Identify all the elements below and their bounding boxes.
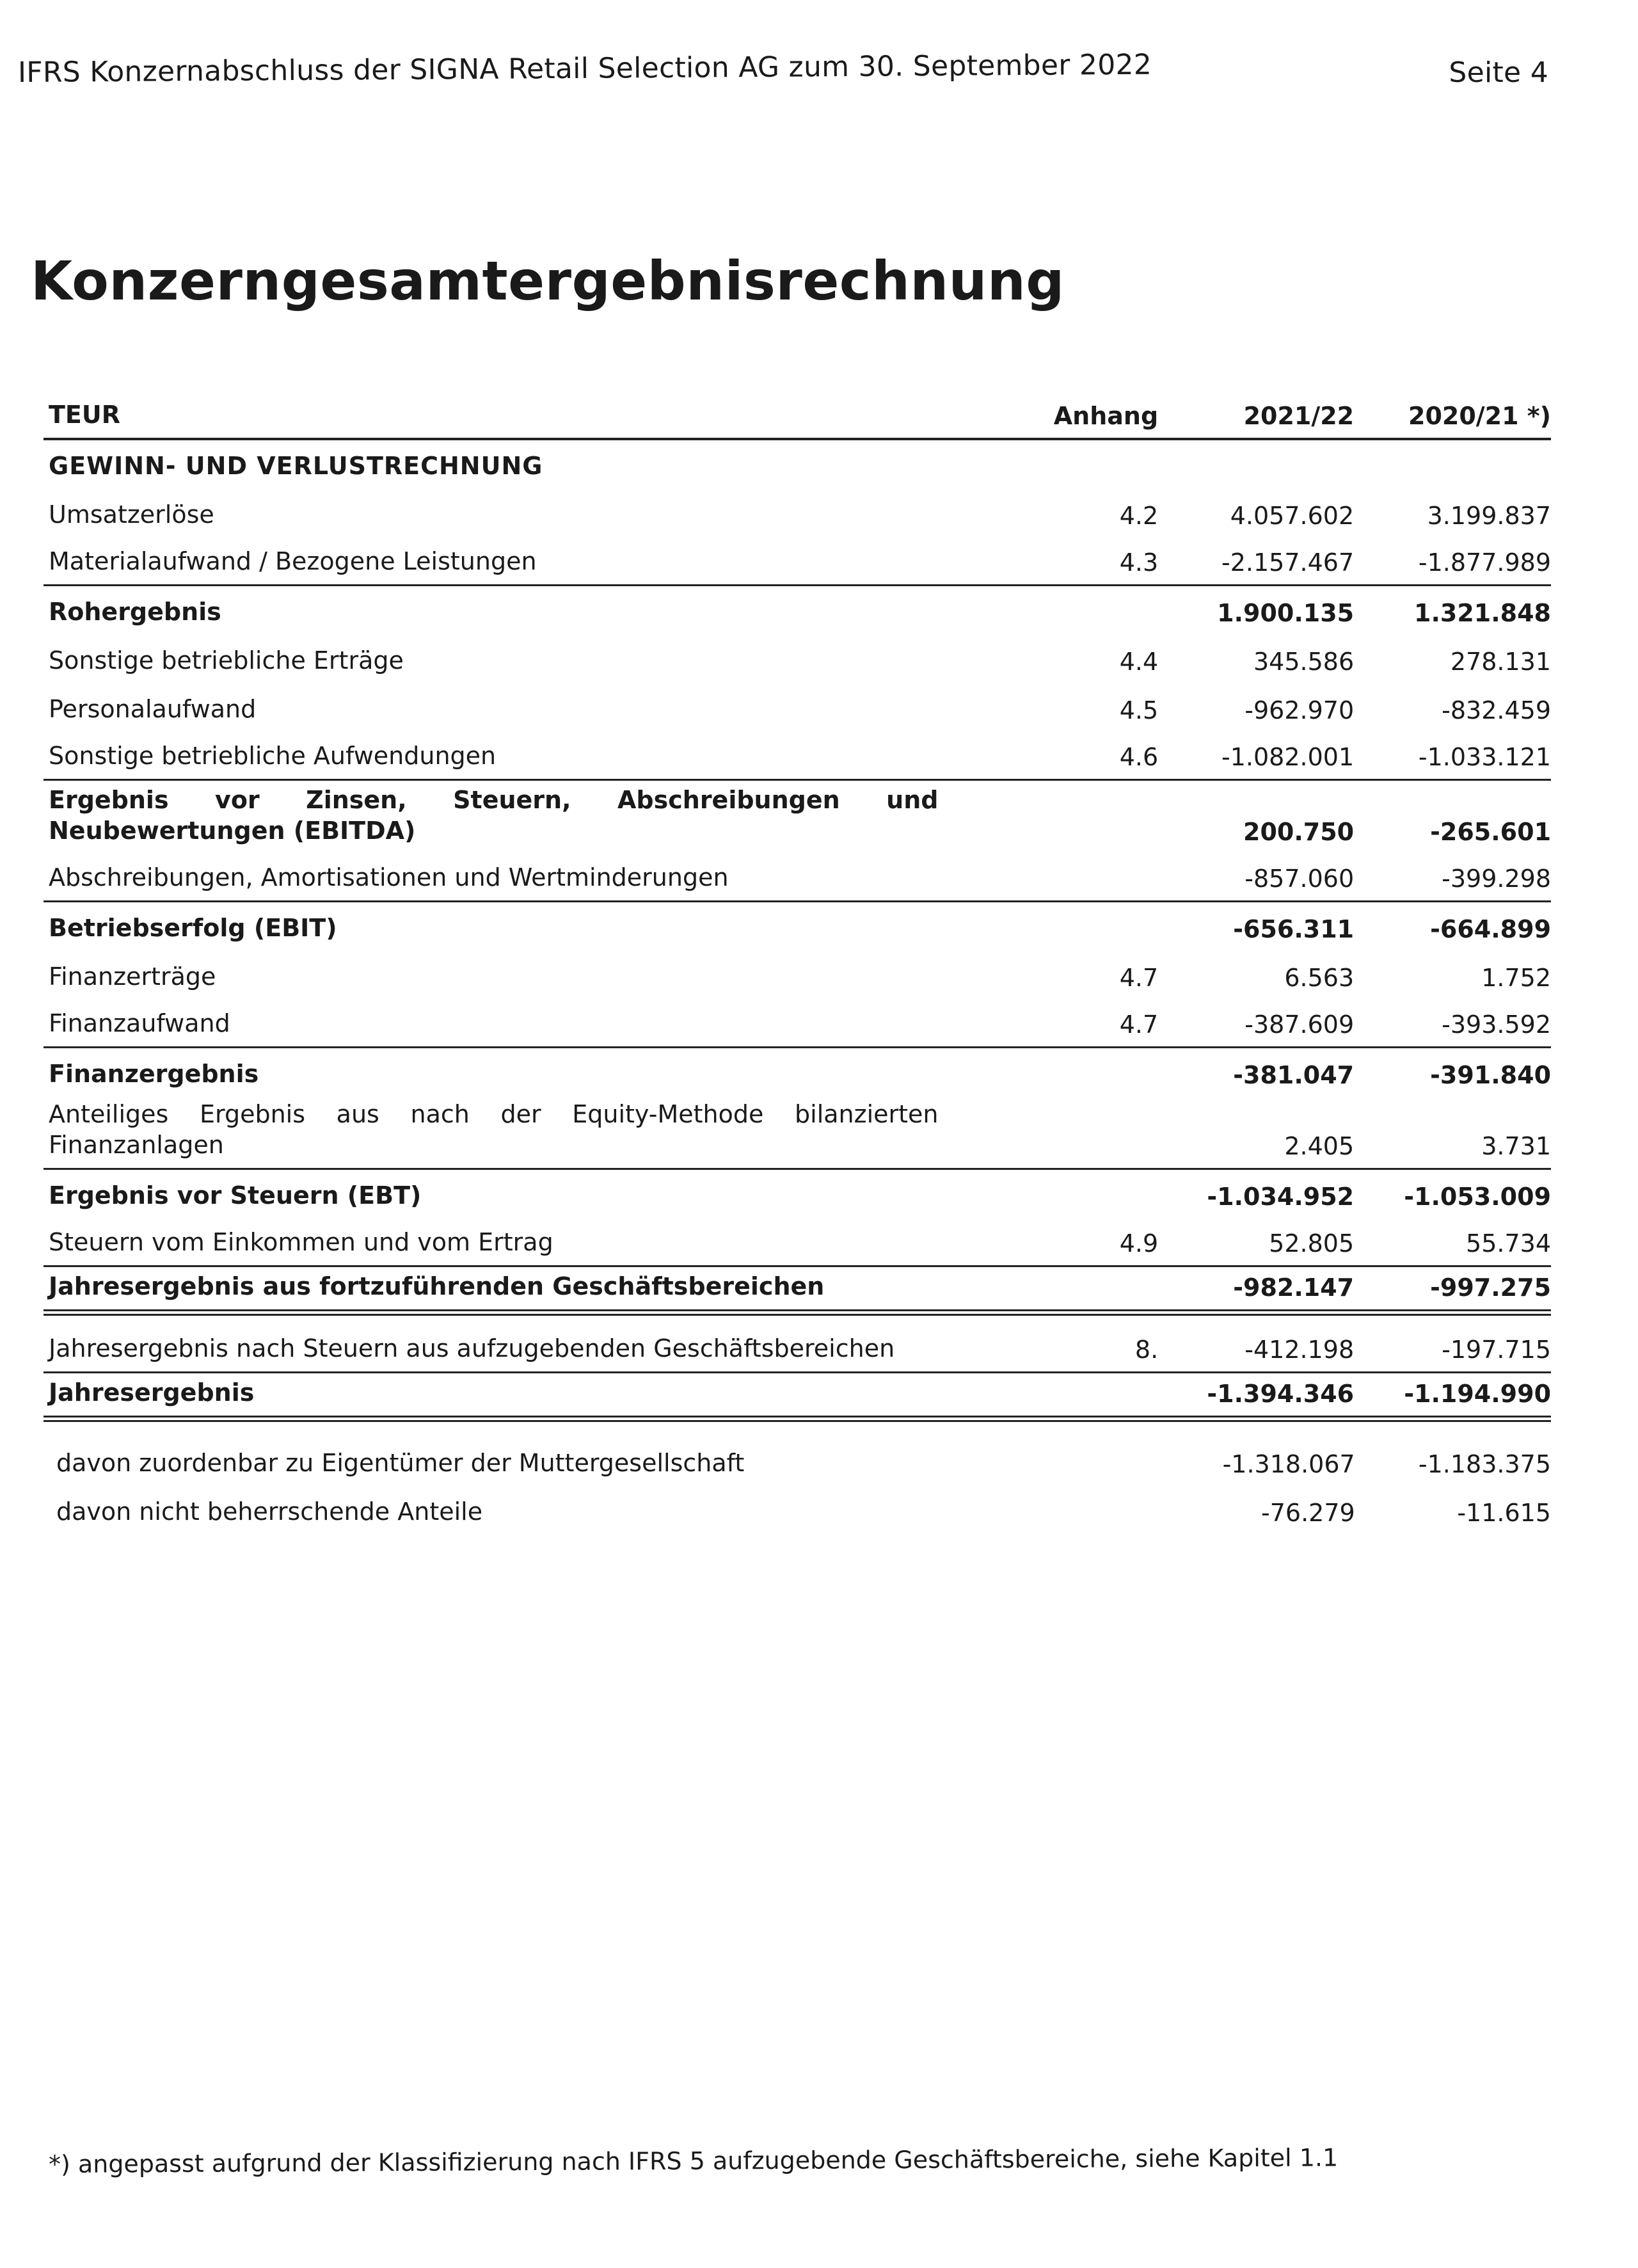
row-value-2020-21: -399.298 (1442, 865, 1552, 893)
row-label: Abschreibungen, Amortisationen und Wertminderungen (49, 863, 729, 891)
row-value-2021-22: 52.805 (1269, 1229, 1355, 1258)
row-value-2021-22: 345.586 (1253, 648, 1355, 676)
row-value-2020-21: -391.840 (1430, 1061, 1552, 1089)
table-row (44, 1486, 1551, 1535)
table-row (44, 1325, 1551, 1373)
row-value-2020-21: -997.275 (1430, 1274, 1552, 1302)
row-value-2021-22: -1.082.001 (1221, 743, 1355, 771)
row-note: 4.5 (1119, 696, 1159, 724)
row-value-2020-21: -393.592 (1442, 1010, 1552, 1039)
row-value-2021-22: -381.047 (1233, 1061, 1355, 1089)
table-row-subtotal (44, 1267, 1551, 1316)
row-note: 4.9 (1119, 1229, 1159, 1258)
page-number: Seite 4 (1449, 56, 1548, 89)
page-title: Konzerngesamtergebnisrechnung (31, 250, 1065, 312)
document-title: IFRS Konzernabschluss der SIGNA Retail Selection AG zum 30. September 2022 (17, 48, 1152, 89)
row-value-2021-22: 4.057.602 (1230, 502, 1355, 530)
row-value-2021-22: -2.157.467 (1221, 548, 1355, 577)
row-label: Ergebnis vor Steuern (EBT) (49, 1181, 422, 1210)
table-row (44, 951, 1551, 1000)
table-row-total (44, 1373, 1551, 1422)
row-note: 4.7 (1119, 964, 1159, 992)
row-note: 8. (1134, 1336, 1159, 1364)
table-row (44, 1000, 1551, 1048)
table-row-subtotal (44, 1170, 1551, 1218)
row-value-2021-22: -1.034.952 (1207, 1183, 1355, 1211)
row-value-2021-22: -1.394.346 (1207, 1380, 1355, 1408)
row-label: Finanzaufwand (49, 1009, 230, 1037)
row-value-2021-22: 6.563 (1284, 964, 1355, 992)
row-label: Anteiliges Ergebnis aus nach der Equity-Methode bilanzierten Finanzanlagen (49, 1100, 939, 1159)
table-row (44, 683, 1551, 732)
row-value-2020-21: 1.752 (1481, 964, 1552, 992)
row-label: Sonstige betriebliche Aufwendungen (49, 742, 497, 770)
row-value-2020-21: -1.183.375 (1418, 1450, 1551, 1478)
table-row (44, 1422, 1551, 1486)
table-row-subtotal (44, 1048, 1551, 1097)
row-label: Umsatzerlöse (49, 500, 214, 529)
table-row (44, 635, 1551, 683)
row-label: Jahresergebnis (49, 1378, 255, 1407)
row-value-2021-22: -857.060 (1244, 865, 1355, 893)
row-value-2020-21: -1.053.009 (1404, 1183, 1552, 1211)
section-heading-row (44, 440, 1551, 489)
row-value-2020-21: 278.131 (1450, 648, 1552, 676)
row-value-2020-21: -1.877.989 (1418, 548, 1552, 577)
row-value-2020-21: 3.731 (1481, 1132, 1552, 1160)
row-value-2020-21: -197.715 (1442, 1336, 1552, 1364)
row-value-2020-21: -664.899 (1430, 915, 1552, 943)
row-label: Ergebnis vor Zinsen, Steuern, Abschreibungen und Neubewertungen (EBITDA) (49, 786, 939, 845)
row-value-2020-21: 55.734 (1466, 1229, 1552, 1258)
income-statement-table (44, 392, 1551, 1535)
table-header-row (44, 392, 1551, 440)
table-row-subtotal (44, 902, 1551, 951)
row-value-2021-22: -962.970 (1244, 696, 1355, 724)
row-note: 4.2 (1119, 502, 1159, 530)
table-row (44, 538, 1551, 586)
column-header-2021-22: 2021/22 (1243, 402, 1355, 430)
table-row (44, 1097, 1551, 1170)
row-value-2020-21: 1.321.848 (1414, 599, 1552, 627)
row-label: Rohergebnis (49, 598, 221, 626)
row-label: Jahresergebnis nach Steuern aus aufzugebenden Geschäftsbereichen (49, 1334, 895, 1362)
row-value-2021-22: 200.750 (1243, 818, 1355, 846)
row-value-2020-21: -1.033.121 (1418, 743, 1552, 771)
table-row-subtotal (44, 781, 1551, 854)
row-label: Betriebserfolg (EBIT) (49, 914, 337, 942)
column-header-anhang: Anhang (1053, 402, 1159, 430)
row-value-2020-21: -265.601 (1430, 818, 1552, 846)
row-note: 4.3 (1119, 548, 1159, 577)
row-label: Finanzerträge (49, 962, 216, 991)
row-value-2021-22: -412.198 (1244, 1336, 1355, 1364)
row-note: 4.7 (1119, 1010, 1159, 1039)
table-row (44, 1218, 1551, 1267)
table-row (44, 489, 1551, 538)
row-label: Steuern vom Einkommen und vom Ertrag (49, 1228, 553, 1256)
row-value-2021-22: 1.900.135 (1217, 599, 1355, 627)
row-value-2020-21: -11.615 (1457, 1499, 1551, 1527)
row-value-2021-22: -982.147 (1233, 1274, 1355, 1302)
table-row (44, 732, 1551, 781)
footnote: *) angepasst aufgrund der Klassifizierung nach IFRS 5 aufzugebende Geschäftsbereiche, siehe Kapitel 1.1 (48, 2143, 1339, 2178)
row-value-2021-22: -656.311 (1233, 915, 1355, 943)
row-value-2021-22: 2.405 (1284, 1132, 1355, 1160)
row-label: davon zuordenbar zu Eigentümer der Muttergesellschaft (56, 1449, 745, 1477)
row-value-2020-21: -832.459 (1442, 696, 1552, 724)
row-label: Finanzergebnis (49, 1060, 259, 1088)
table-row (44, 854, 1551, 902)
row-label: davon nicht beherrschende Anteile (56, 1497, 483, 1526)
section-heading: GEWINN- UND VERLUSTRECHNUNG (49, 452, 543, 480)
row-label: Sonstige betriebliche Erträge (49, 646, 404, 675)
row-note: 4.4 (1119, 648, 1159, 676)
row-value-2020-21: -1.194.990 (1404, 1380, 1552, 1408)
running-header (17, 48, 1548, 89)
row-value-2021-22: -76.279 (1261, 1499, 1355, 1527)
column-header-teur: TEUR (49, 401, 120, 429)
row-value-2021-22: -1.318.067 (1222, 1450, 1355, 1478)
column-header-2020-21: 2020/21 *) (1408, 402, 1552, 430)
row-label: Materialaufwand / Bezogene Leistungen (49, 547, 537, 575)
table-row-subtotal (44, 586, 1551, 635)
row-note: 4.6 (1119, 743, 1159, 771)
row-value-2020-21: 3.199.837 (1427, 502, 1552, 530)
row-label: Jahresergebnis aus fortzuführenden Geschäftsbereichen (49, 1272, 825, 1300)
row-value-2021-22: -387.609 (1244, 1010, 1355, 1039)
row-label: Personalaufwand (49, 695, 257, 723)
